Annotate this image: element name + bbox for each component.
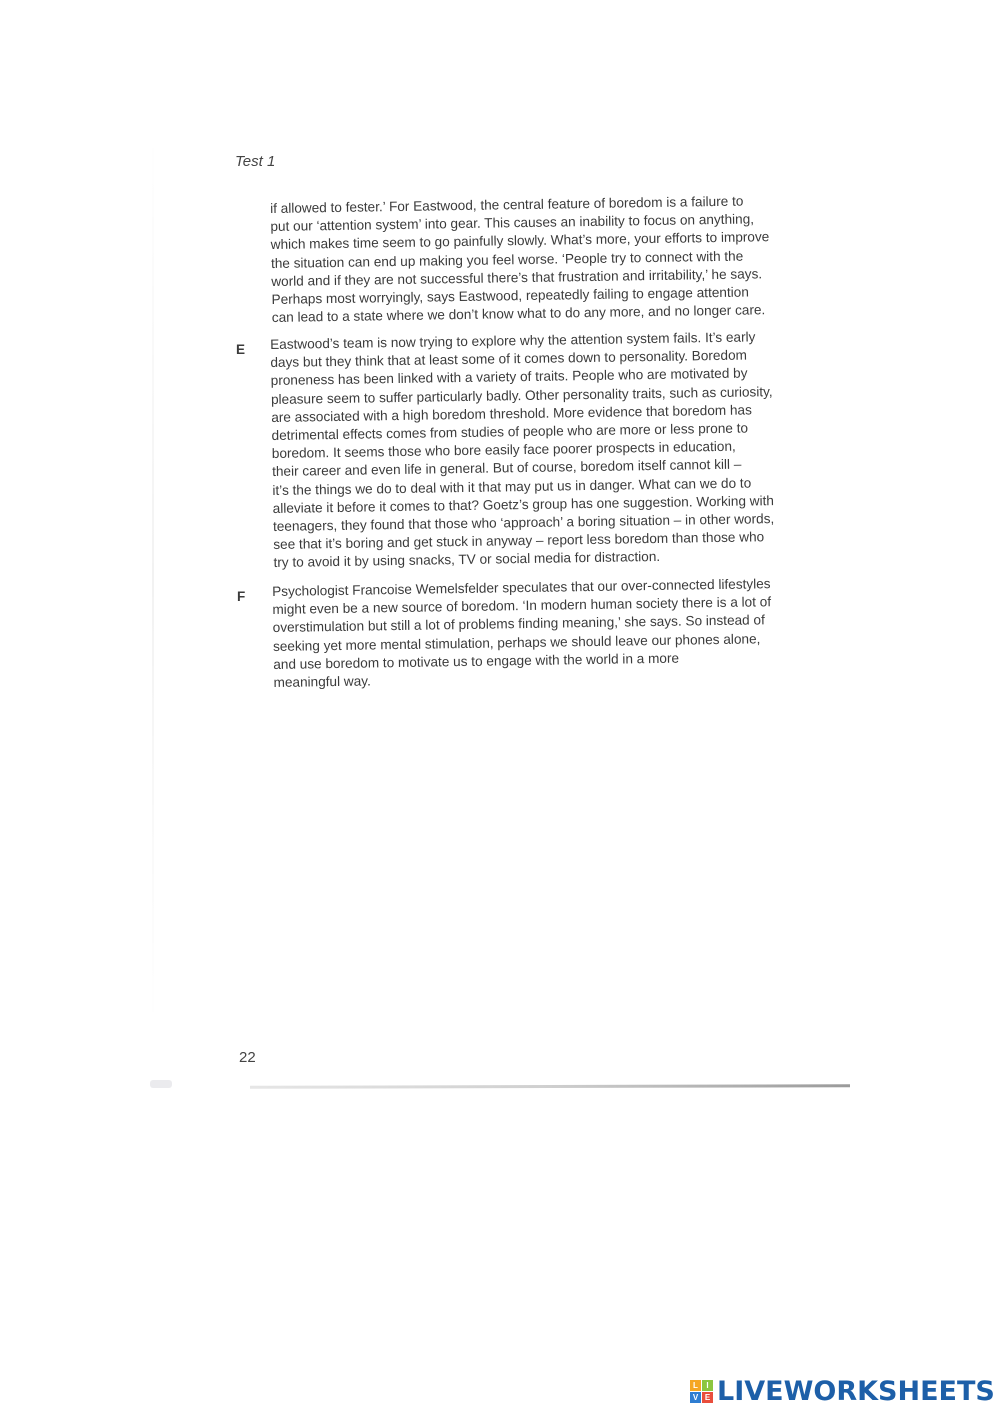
text-line: might even be a new source of boredom. ‘In modern human society there is a lot of bbox=[272, 594, 772, 618]
liveworksheets-mark-icon bbox=[690, 1380, 713, 1403]
paragraph-d-continuation bbox=[270, 191, 847, 327]
text-line: the situation can end up making you feel worse. ‘People try to connect with the bbox=[270, 248, 744, 271]
paragraph-f bbox=[272, 574, 849, 692]
text-line: it’s the things we do to deal with it that may put us in danger. What can we do to bbox=[272, 475, 752, 498]
text-line: which makes time seem to go painfully slowly. What’s more, your efforts to improve bbox=[270, 229, 770, 253]
paragraph-e bbox=[270, 327, 849, 573]
text-line: teenagers, they found that those who ‘approach’ a boring situation – in other words, bbox=[272, 511, 775, 535]
text-line: see that it’s boring and get stuck in anyway – report less boredom than those who bbox=[273, 529, 765, 553]
text-line: can lead to a state where we don’t know what to do any more, and no longer care. bbox=[271, 302, 766, 326]
mark-letter: E bbox=[702, 1392, 713, 1403]
text-line: proneness has been linked with a variety of traits. People who are motivated by bbox=[270, 365, 748, 389]
liveworksheets-logo bbox=[690, 1376, 995, 1406]
text-line: try to avoid it by using snacks, TV or social media for distraction. bbox=[273, 549, 661, 571]
text-line: seeking yet more mental stimulation, perhaps we should leave our phones alone, bbox=[272, 630, 761, 654]
mark-letter: I bbox=[702, 1380, 713, 1391]
text-line: if allowed to fester.’ For Eastwood, the central feature of boredom is a failure to bbox=[270, 193, 744, 216]
text-line: detrimental effects comes from studies of people who are more or less prone to bbox=[271, 420, 749, 444]
text-line: days but they think that at least some of it comes down to personality. Boredom bbox=[270, 347, 748, 371]
page-number: 22 bbox=[239, 1049, 256, 1066]
text-line: Perhaps most worryingly, says Eastwood, repeatedly failing to engage attention bbox=[271, 284, 749, 308]
mark-letter: V bbox=[690, 1392, 701, 1403]
text-line: boredom. It seems those who bore easily face poorer prospects in education, bbox=[271, 438, 736, 462]
liveworksheets-wordmark: LIVEWORKSHEETS bbox=[717, 1375, 995, 1407]
text-line: world and if they are not successful there’s that frustration and irritability,’ he says. bbox=[271, 266, 763, 289]
text-line: and use boredom to motivate us to engage with the world in a more bbox=[273, 650, 680, 672]
text-line: alleviate it before it comes to that? Goetz’s group has one suggestion. Working with bbox=[272, 492, 775, 516]
scan-edge-shadow bbox=[152, 130, 154, 1030]
text-line: overstimulation but still a lot of problems finding meaning,’ she says. So instead of bbox=[272, 612, 765, 636]
footer-rule bbox=[250, 1084, 850, 1089]
running-header: Test 1 bbox=[235, 153, 276, 170]
text-line: their career and even life in general. But of course, boredom itself cannot kill – bbox=[272, 457, 742, 480]
text-line: put our ‘attention system’ into gear. This causes an inability to focus on anything, bbox=[270, 211, 755, 235]
scan-smudge bbox=[150, 1080, 172, 1088]
paragraph-letter-f: F bbox=[237, 589, 246, 604]
paragraph-letter-e: E bbox=[236, 342, 246, 357]
mark-letter: L bbox=[690, 1380, 701, 1391]
text-line: meaningful way. bbox=[273, 673, 371, 691]
text-line: Psychologist Francoise Wemelsfelder speculates that our over-connected lifestyles bbox=[272, 576, 771, 599]
text-line: are associated with a high boredom threshold. More evidence that boredom has bbox=[271, 402, 752, 425]
text-line: pleasure seem to suffer particularly badly. Other personality traits, such as curiosity, bbox=[270, 383, 773, 407]
text-line: Eastwood’s team is now trying to explore why the attention system fails. It’s early bbox=[270, 329, 756, 352]
